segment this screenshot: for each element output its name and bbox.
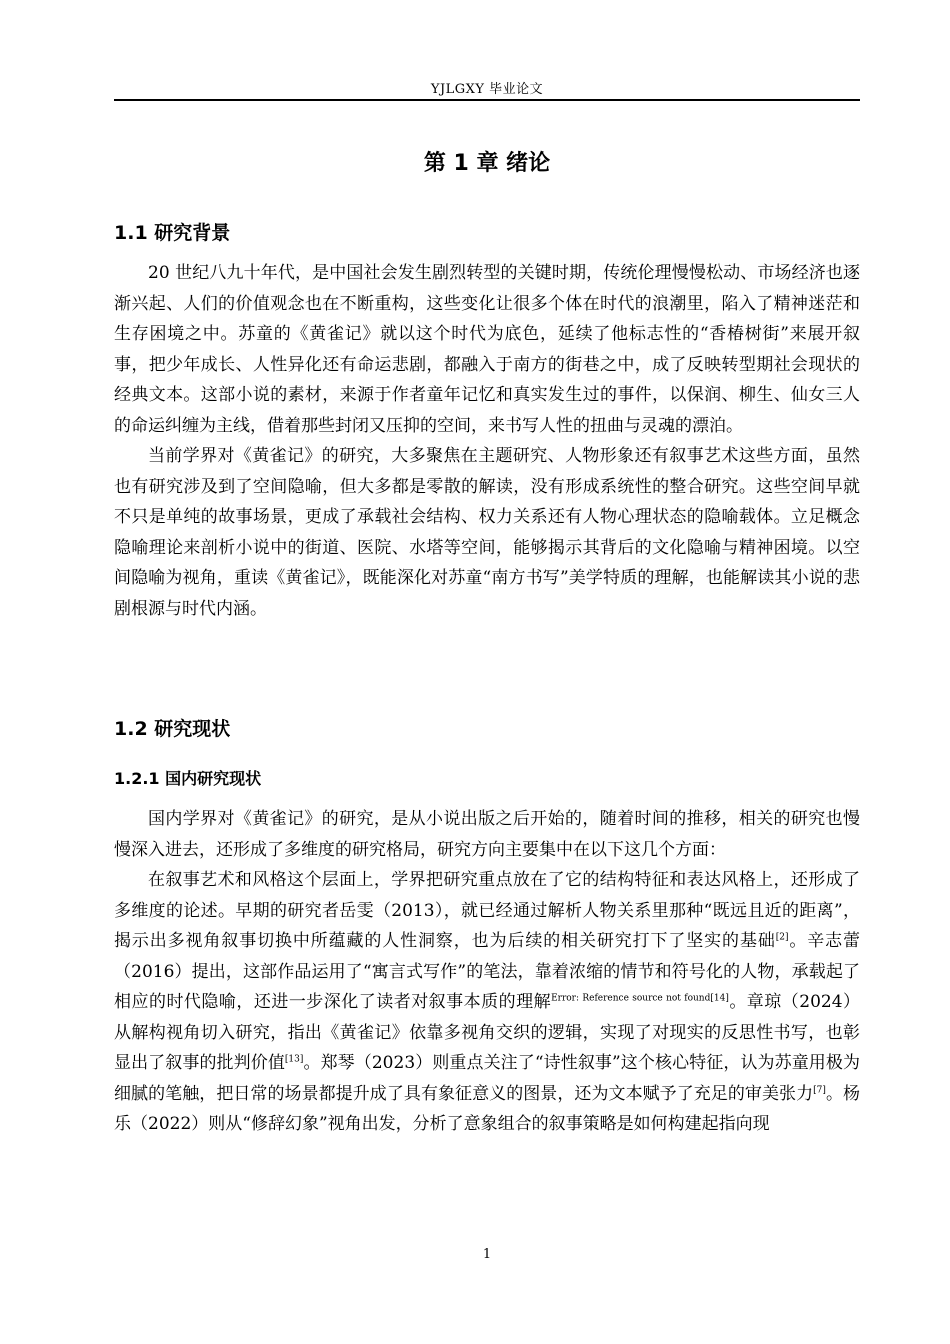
citation-ref[interactable]: [13] [284, 1054, 304, 1065]
text-run: 。辛志蕾（2016）提出，这部作品运用了“寓言式写作”的笔法，靠着浓缩的情节和符号化的人物，承载起了相应的时代隐喻，还进一步深化了读者对叙事本质的理解 [114, 931, 861, 1012]
subsection-heading-1-2-1: 1.2.1 国内研究现状 [114, 769, 262, 788]
citation-ref[interactable]: [7] [813, 1084, 826, 1095]
citation-ref[interactable]: [2] [775, 932, 789, 943]
text-run: 。郑琴（2023）则重点关注了“诗性叙事”这个核心特征，认为苏童用极为细腻的笔触，把日常的场景都提升成了具有象征意义的图景，还为文本赋予了充足的审美张力 [114, 1053, 860, 1104]
chapter-title: 第 1 章 绪论 [423, 151, 551, 176]
section-1-1-body [114, 258, 860, 624]
paragraph: 20 世纪八九十年代，是中国社会发生剧烈转型的关键时期，传统伦理慢慢松动、市场经济也逐渐兴起、人们的价值观念也在不断重构，这些变化让很多个体在时代的浪潮里，陷入了精神迷茫和生存困境之中。苏童的《黄雀记》就以这个时代为底色，延续了他标志性的“香椿树街”来展开叙事，把少年成长、人性异化还有命运悲剧，都融入于南方的街巷之中，成了反映转型期社会现状的经典文本。这部小说的素材，来源于作者童年记忆和真实发生过的事件，以保润、柳生、仙女三人的命运纠缠为主线，借着那些封闭又压抑的空间，来书写人性的扭曲与灵魂的漂泊。 [114, 263, 860, 436]
text-run: 。杨乐（2022）则从“修辞幻象”视角出发，分析了意象组合的叙事策略是如何构建起指向现 [114, 1083, 861, 1134]
section-heading-1-2: 1.2 研究现状 [114, 718, 231, 740]
section-1-2-1-body [114, 804, 860, 1140]
citation-ref[interactable]: Error: Reference source not found[14] [551, 993, 729, 1004]
paragraph: 国内学界对《黄雀记》的研究，是从小说出版之后开始的，随着时间的推移，相关的研究也慢慢深入进去，还形成了多维度的研究格局，研究方向主要集中在以下这几个方面： [114, 809, 860, 860]
paragraph: 当前学界对《黄雀记》的研究，大多聚焦在主题研究、人物形象还有叙事艺术这些方面，虽然也有研究涉及到了空间隐喻，但大多都是零散的解读，没有形成系统性的整合研究。这些空间早就不只是单纯的故事场景，更成了承载社会结构、权力关系还有人物心理状态的隐喻载体。立足概念隐喻理论来剖析小说中的街道、医院、水塔等空间，能够揭示其背后的文化隐喻与精神困境。以空间隐喻为视角，重读《黄雀记》，既能深化对苏童“南方书写”美学特质的理解，也能解读其小说的悲剧根源与时代内涵。 [114, 446, 860, 619]
header-rule [114, 99, 860, 101]
text-run: 在叙事艺术和风格这个层面上，学界把研究重点放在了它的结构特征和表达风格上，还形成了多维度的论述。早期的研究者岳雯（2013），就已经通过解析人物关系里那种“既远且近的距离”，揭示出多视角叙事切换中所蕴藏的人性洞察，也为后续的相关研究打下了坚实的基础 [114, 870, 860, 951]
text-run: 。章琼（2024）从解构视角切入研究，指出《黄雀记》依靠多视角交织的逻辑，实现了对现实的反思性书写，也彰显出了叙事的批判价值 [114, 992, 861, 1073]
page-header: YJLGXY 毕业论文 [430, 82, 544, 97]
paragraph [114, 865, 860, 1140]
section-heading-1-1: 1.1 研究背景 [114, 222, 231, 244]
page-number: 1 [482, 1247, 492, 1262]
